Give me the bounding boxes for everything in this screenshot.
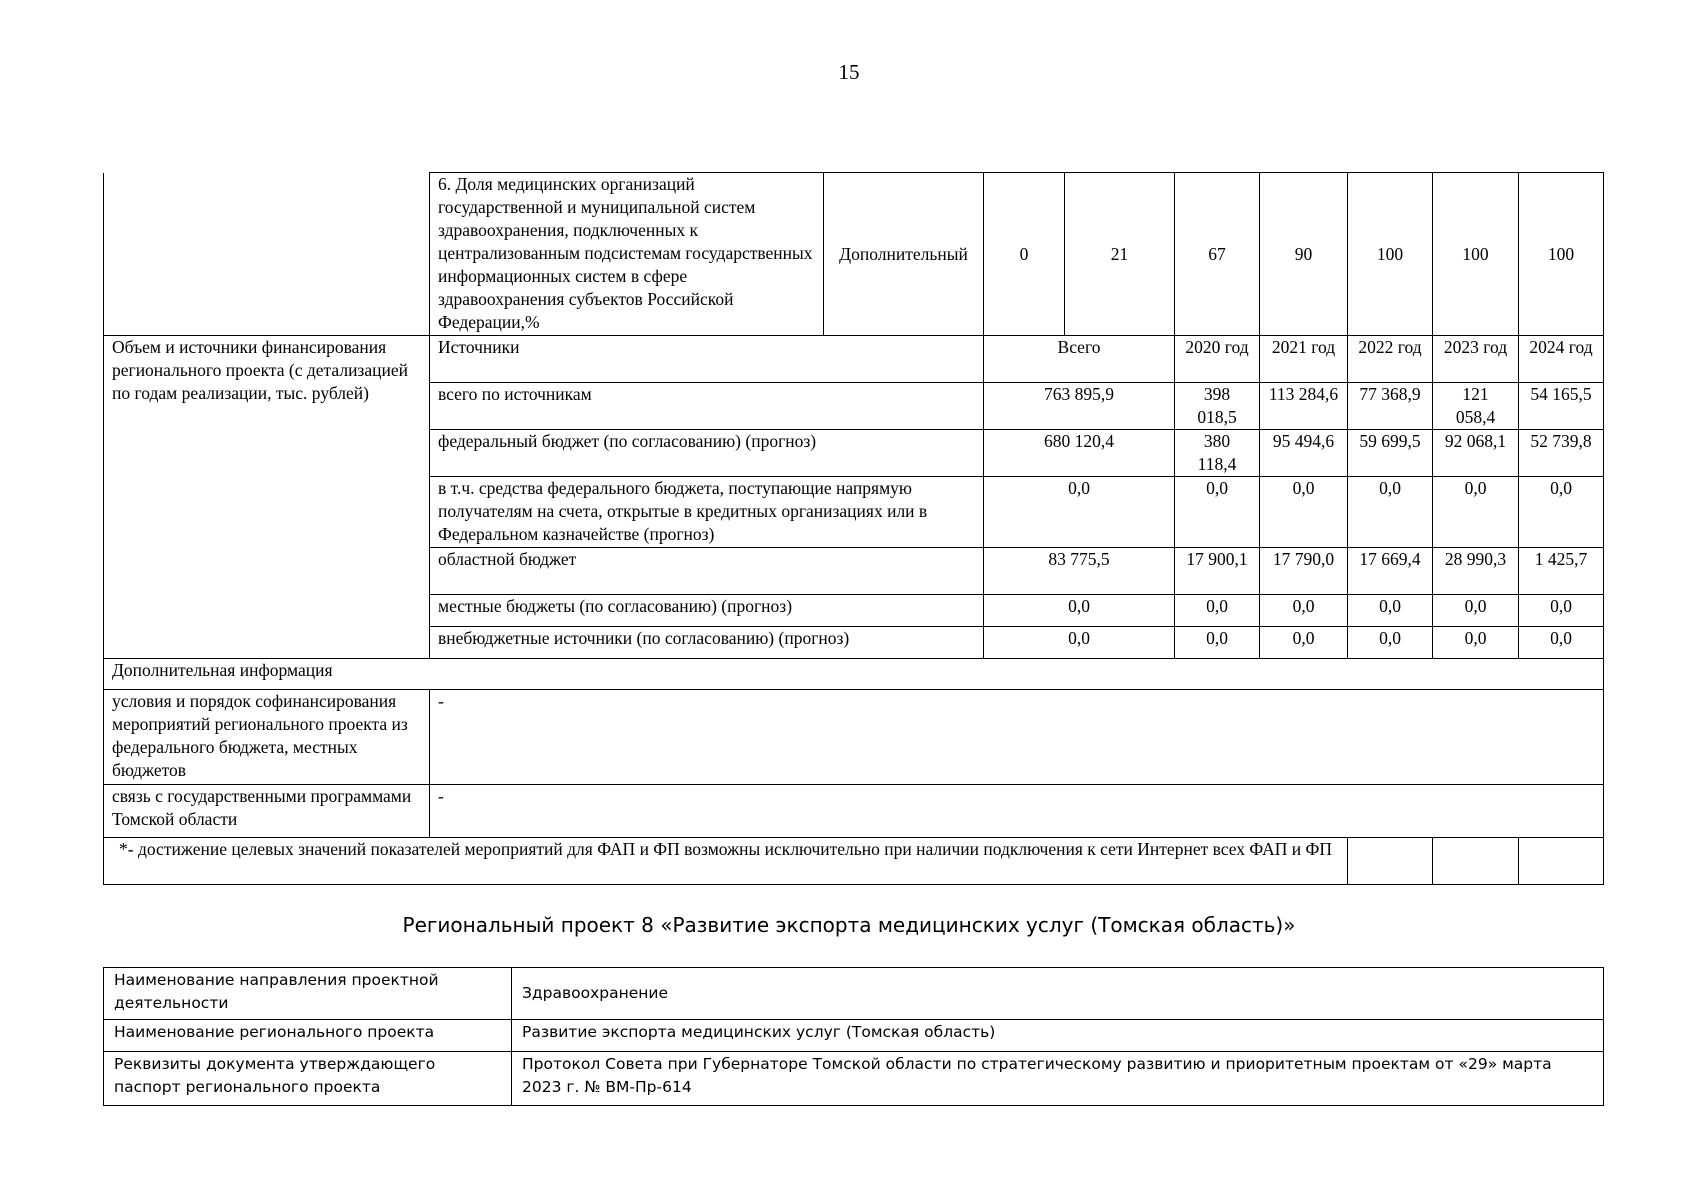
finance-year-value: 0,0 <box>1260 477 1348 548</box>
finance-source-name: федеральный бюджет (по согласованию) (прогноз) <box>430 430 984 477</box>
indicator-value: 100 <box>1433 173 1519 336</box>
finance-year-value: 0,0 <box>1519 627 1604 659</box>
additional-info-row <box>104 690 1604 785</box>
finance-year-value: 17 669,4 <box>1348 548 1433 595</box>
finance-year-value: 0,0 <box>1348 627 1433 659</box>
finance-total: 680 120,4 <box>984 430 1175 477</box>
passport-row <box>104 968 1604 1020</box>
finance-year-header: 2021 год <box>1260 336 1348 383</box>
finance-year-value: 92 068,1 <box>1433 430 1519 477</box>
footnote-empty-cell <box>1433 838 1519 885</box>
indicator-type: Дополнительный <box>824 173 984 336</box>
finance-year-value: 59 699,5 <box>1348 430 1433 477</box>
finance-year-value: 77 368,9 <box>1348 383 1433 430</box>
finance-year-value: 380 118,4 <box>1175 430 1260 477</box>
finance-year-value: 0,0 <box>1348 477 1433 548</box>
finance-total-header: Всего <box>984 336 1175 383</box>
additional-info-title-row <box>104 659 1604 690</box>
finance-year-value: 0,0 <box>1175 477 1260 548</box>
section-title: Региональный проект 8 «Развитие экспорта медицинских услуг (Томская область)» <box>402 913 1296 937</box>
finance-year-value: 121 058,4 <box>1433 383 1519 430</box>
finance-year-value: 17 790,0 <box>1260 548 1348 595</box>
finance-total: 0,0 <box>984 595 1175 627</box>
finance-year-value: 0,0 <box>1519 477 1604 548</box>
indicator-value: 67 <box>1175 173 1260 336</box>
finance-source-name: всего по источникам <box>430 383 984 430</box>
finance-source-name: в т.ч. средства федерального бюджета, поступающие напрямую получателям на счета, открытые в кредитных организациях или в Федеральном казначействе (прогноз) <box>430 477 984 548</box>
passport-table <box>103 967 1604 1106</box>
finance-header-row <box>104 336 1604 383</box>
passport-label: Реквизиты документа утверждающего паспорт регионального проекта <box>104 1052 512 1106</box>
indicator-value: 21 <box>1065 173 1175 336</box>
footnote-row <box>104 838 1604 885</box>
finance-year-value: 52 739,8 <box>1519 430 1604 477</box>
footnote-empty-cell <box>1519 838 1604 885</box>
finance-year-value: 0,0 <box>1348 595 1433 627</box>
additional-info-label: условия и порядок софинансирования мероприятий регионального проекта из федерального бюджета, местных бюджетов <box>104 690 430 785</box>
page-number: 15 <box>838 60 860 84</box>
finance-year-value: 0,0 <box>1260 595 1348 627</box>
finance-total: 0,0 <box>984 477 1175 548</box>
footnote-empty-cell <box>1348 838 1433 885</box>
finance-total: 83 775,5 <box>984 548 1175 595</box>
finance-year-value: 0,0 <box>1433 595 1519 627</box>
finance-total: 0,0 <box>984 627 1175 659</box>
indicator-value: 100 <box>1519 173 1604 336</box>
project-table <box>103 172 1604 885</box>
finance-year-value: 1 425,7 <box>1519 548 1604 595</box>
passport-value: Здравоохранение <box>512 968 1604 1020</box>
finance-label: Объем и источники финансирования регионального проекта (с детализацией по годам реализации, тыс. рублей) <box>104 336 430 659</box>
finance-year-value: 398 018,5 <box>1175 383 1260 430</box>
passport-label: Наименование направления проектной деятельности <box>104 968 512 1020</box>
finance-year-header: 2023 год <box>1433 336 1519 383</box>
finance-year-value: 0,0 <box>1433 477 1519 548</box>
indicator-name: 6. Доля медицинских организаций государственной и муниципальной систем здравоохранения, подключенных к централизованным подсистемам государственных информационных систем в сфере здравоохранения субъектов Российской Федерации,% <box>430 173 824 336</box>
footnote-text: *- достижение целевых значений показателей мероприятий для ФАП и ФП возможны исключительно при наличии подключения к сети Интернет всех ФАП и ФП <box>104 838 1348 885</box>
indicator-value: 0 <box>984 173 1065 336</box>
additional-info-row <box>104 785 1604 838</box>
passport-row <box>104 1020 1604 1052</box>
finance-year-value: 0,0 <box>1260 627 1348 659</box>
finance-sources-header: Источники <box>430 336 984 383</box>
additional-info-value: - <box>430 785 1604 838</box>
passport-value: Протокол Совета при Губернаторе Томской области по стратегическому развитию и приоритетным проектам от «29» марта 2023 г. № ВМ-Пр-614 <box>512 1052 1604 1106</box>
passport-row <box>104 1052 1604 1106</box>
finance-year-value: 0,0 <box>1433 627 1519 659</box>
passport-label: Наименование регионального проекта <box>104 1020 512 1052</box>
indicator-row <box>104 173 1604 336</box>
finance-source-name: местные бюджеты (по согласованию) (прогноз) <box>430 595 984 627</box>
finance-year-value: 0,0 <box>1175 627 1260 659</box>
indicator-value: 100 <box>1348 173 1433 336</box>
additional-info-title: Дополнительная информация <box>104 659 1604 690</box>
finance-year-value: 17 900,1 <box>1175 548 1260 595</box>
finance-year-header: 2020 год <box>1175 336 1260 383</box>
finance-source-name: внебюджетные источники (по согласованию) (прогноз) <box>430 627 984 659</box>
finance-year-value: 113 284,6 <box>1260 383 1348 430</box>
finance-total: 763 895,9 <box>984 383 1175 430</box>
additional-info-label: связь с государственными программами Томской области <box>104 785 430 838</box>
finance-year-value: 28 990,3 <box>1433 548 1519 595</box>
finance-year-value: 54 165,5 <box>1519 383 1604 430</box>
finance-source-name: областной бюджет <box>430 548 984 595</box>
finance-year-value: 95 494,6 <box>1260 430 1348 477</box>
finance-year-value: 0,0 <box>1519 595 1604 627</box>
finance-year-header: 2022 год <box>1348 336 1433 383</box>
finance-year-value: 0,0 <box>1175 595 1260 627</box>
indicator-blank-cell <box>104 173 430 336</box>
indicator-value: 90 <box>1260 173 1348 336</box>
passport-value: Развитие экспорта медицинских услуг (Томская область) <box>512 1020 1604 1052</box>
additional-info-value: - <box>430 690 1604 785</box>
finance-year-header: 2024 год <box>1519 336 1604 383</box>
